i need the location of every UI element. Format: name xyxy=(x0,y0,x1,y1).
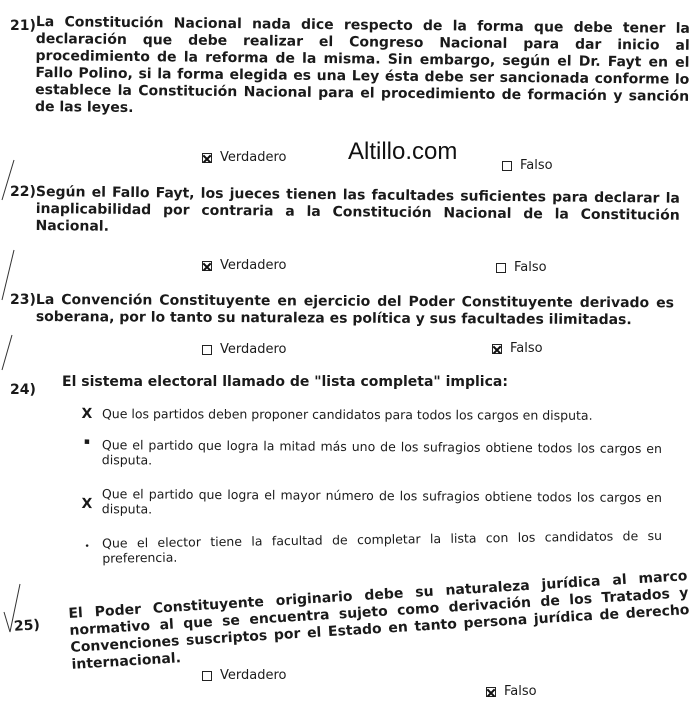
option-label: Falso xyxy=(504,684,537,699)
choice-marker-icon: • xyxy=(84,541,90,552)
choice-marker-icon: X xyxy=(81,406,93,423)
question-24-number: 24) xyxy=(10,382,36,398)
question-24-choice-2[interactable] xyxy=(80,437,662,471)
question-21-option-true[interactable] xyxy=(202,150,286,165)
question-21-option-false[interactable] xyxy=(502,158,553,173)
question-23-text: La Convención Constituyente en ejercicio del Poder Constituyente derivado es soberana, por lo tanto su naturaleza es política y sus facultades ilimitadas. xyxy=(35,292,674,329)
question-25-number: 25) xyxy=(13,617,41,635)
question-24-choice-4[interactable] xyxy=(80,528,662,566)
choice-marker-icon: ▪ xyxy=(83,437,91,448)
question-23-number: 23) xyxy=(10,292,36,308)
checkbox-checked-icon[interactable] xyxy=(202,153,212,163)
checkbox-checked-icon[interactable] xyxy=(486,687,496,697)
question-23-option-true[interactable] xyxy=(202,342,286,357)
option-label: Falso xyxy=(510,341,543,356)
margin-marks xyxy=(0,0,40,711)
option-label: Verdadero xyxy=(220,258,287,273)
watermark: Altillo.com xyxy=(348,138,458,165)
question-22-number: 22) xyxy=(10,184,36,200)
checkbox-checked-icon[interactable] xyxy=(202,261,212,271)
question-24-text: El sistema electoral llamado de "lista completa" implica: xyxy=(62,374,508,390)
question-24-choice-3[interactable] xyxy=(80,486,662,520)
choice-text: Que los partidos deben proponer candidatos para todos los cargos en disputa. xyxy=(101,406,593,423)
checkbox-checked-icon[interactable] xyxy=(492,344,502,354)
option-label: Falso xyxy=(514,260,547,275)
checkbox-icon[interactable] xyxy=(202,345,212,355)
question-24-choice-1[interactable] xyxy=(80,406,662,424)
checkbox-icon[interactable] xyxy=(502,161,512,171)
question-25-option-false[interactable] xyxy=(486,684,537,699)
choice-text: Que el partido que logra la mitad más uno de los sufragios obtiene todos los cargos en disputa. xyxy=(101,437,662,468)
checkbox-icon[interactable] xyxy=(202,671,212,681)
option-label: Verdadero xyxy=(220,342,287,357)
question-21-number: 21) xyxy=(10,18,36,34)
choice-marker-icon: X xyxy=(81,496,93,513)
question-22-text: Según el Fallo Fayt, los jueces tienen las facultades suficientes para declarar la inaplicabilidad por contraria a la Constitución Nacional de la Constitución Nacional. xyxy=(35,184,680,235)
option-label: Verdadero xyxy=(220,668,287,683)
tick-mark xyxy=(2,335,12,370)
question-22-option-true[interactable] xyxy=(202,258,286,273)
question-23-option-false[interactable] xyxy=(492,341,543,356)
choice-text: Que el elector tiene la facultad de completar la lista con los candidatos de su preferencia. xyxy=(101,527,663,566)
option-label: Verdadero xyxy=(220,150,287,165)
question-25-text: El Poder Constituyente originario debe su naturaleza jurídica al marco normativo al que se encuentra sujeto como derivación de los Tratados y Convenciones suscriptos por el Estado en tanto persona jurídica de derecho internacional. xyxy=(68,568,690,673)
question-22-option-false[interactable] xyxy=(496,260,547,275)
question-25-option-true[interactable] xyxy=(202,668,286,683)
option-label: Falso xyxy=(520,158,553,173)
choice-text: Que el partido que logra el mayor número de los sufragios obtiene todos los cargos en disputa. xyxy=(101,486,662,517)
checkbox-icon[interactable] xyxy=(496,263,506,273)
question-21-text: La Constitución Nacional nada dice respecto de la forma que debe tener la declaración que debe realizar el Congreso Nacional para dar inicio al procedimiento de la reforma de la misma. Sin embargo, según el Dr. Fayt en el Fallo Polino, si la forma elegida es una Ley ésta debe ser sancionada conforme lo establece la Constitución Nacional para el procedimiento de formación y sanción de las leyes. xyxy=(34,14,690,117)
